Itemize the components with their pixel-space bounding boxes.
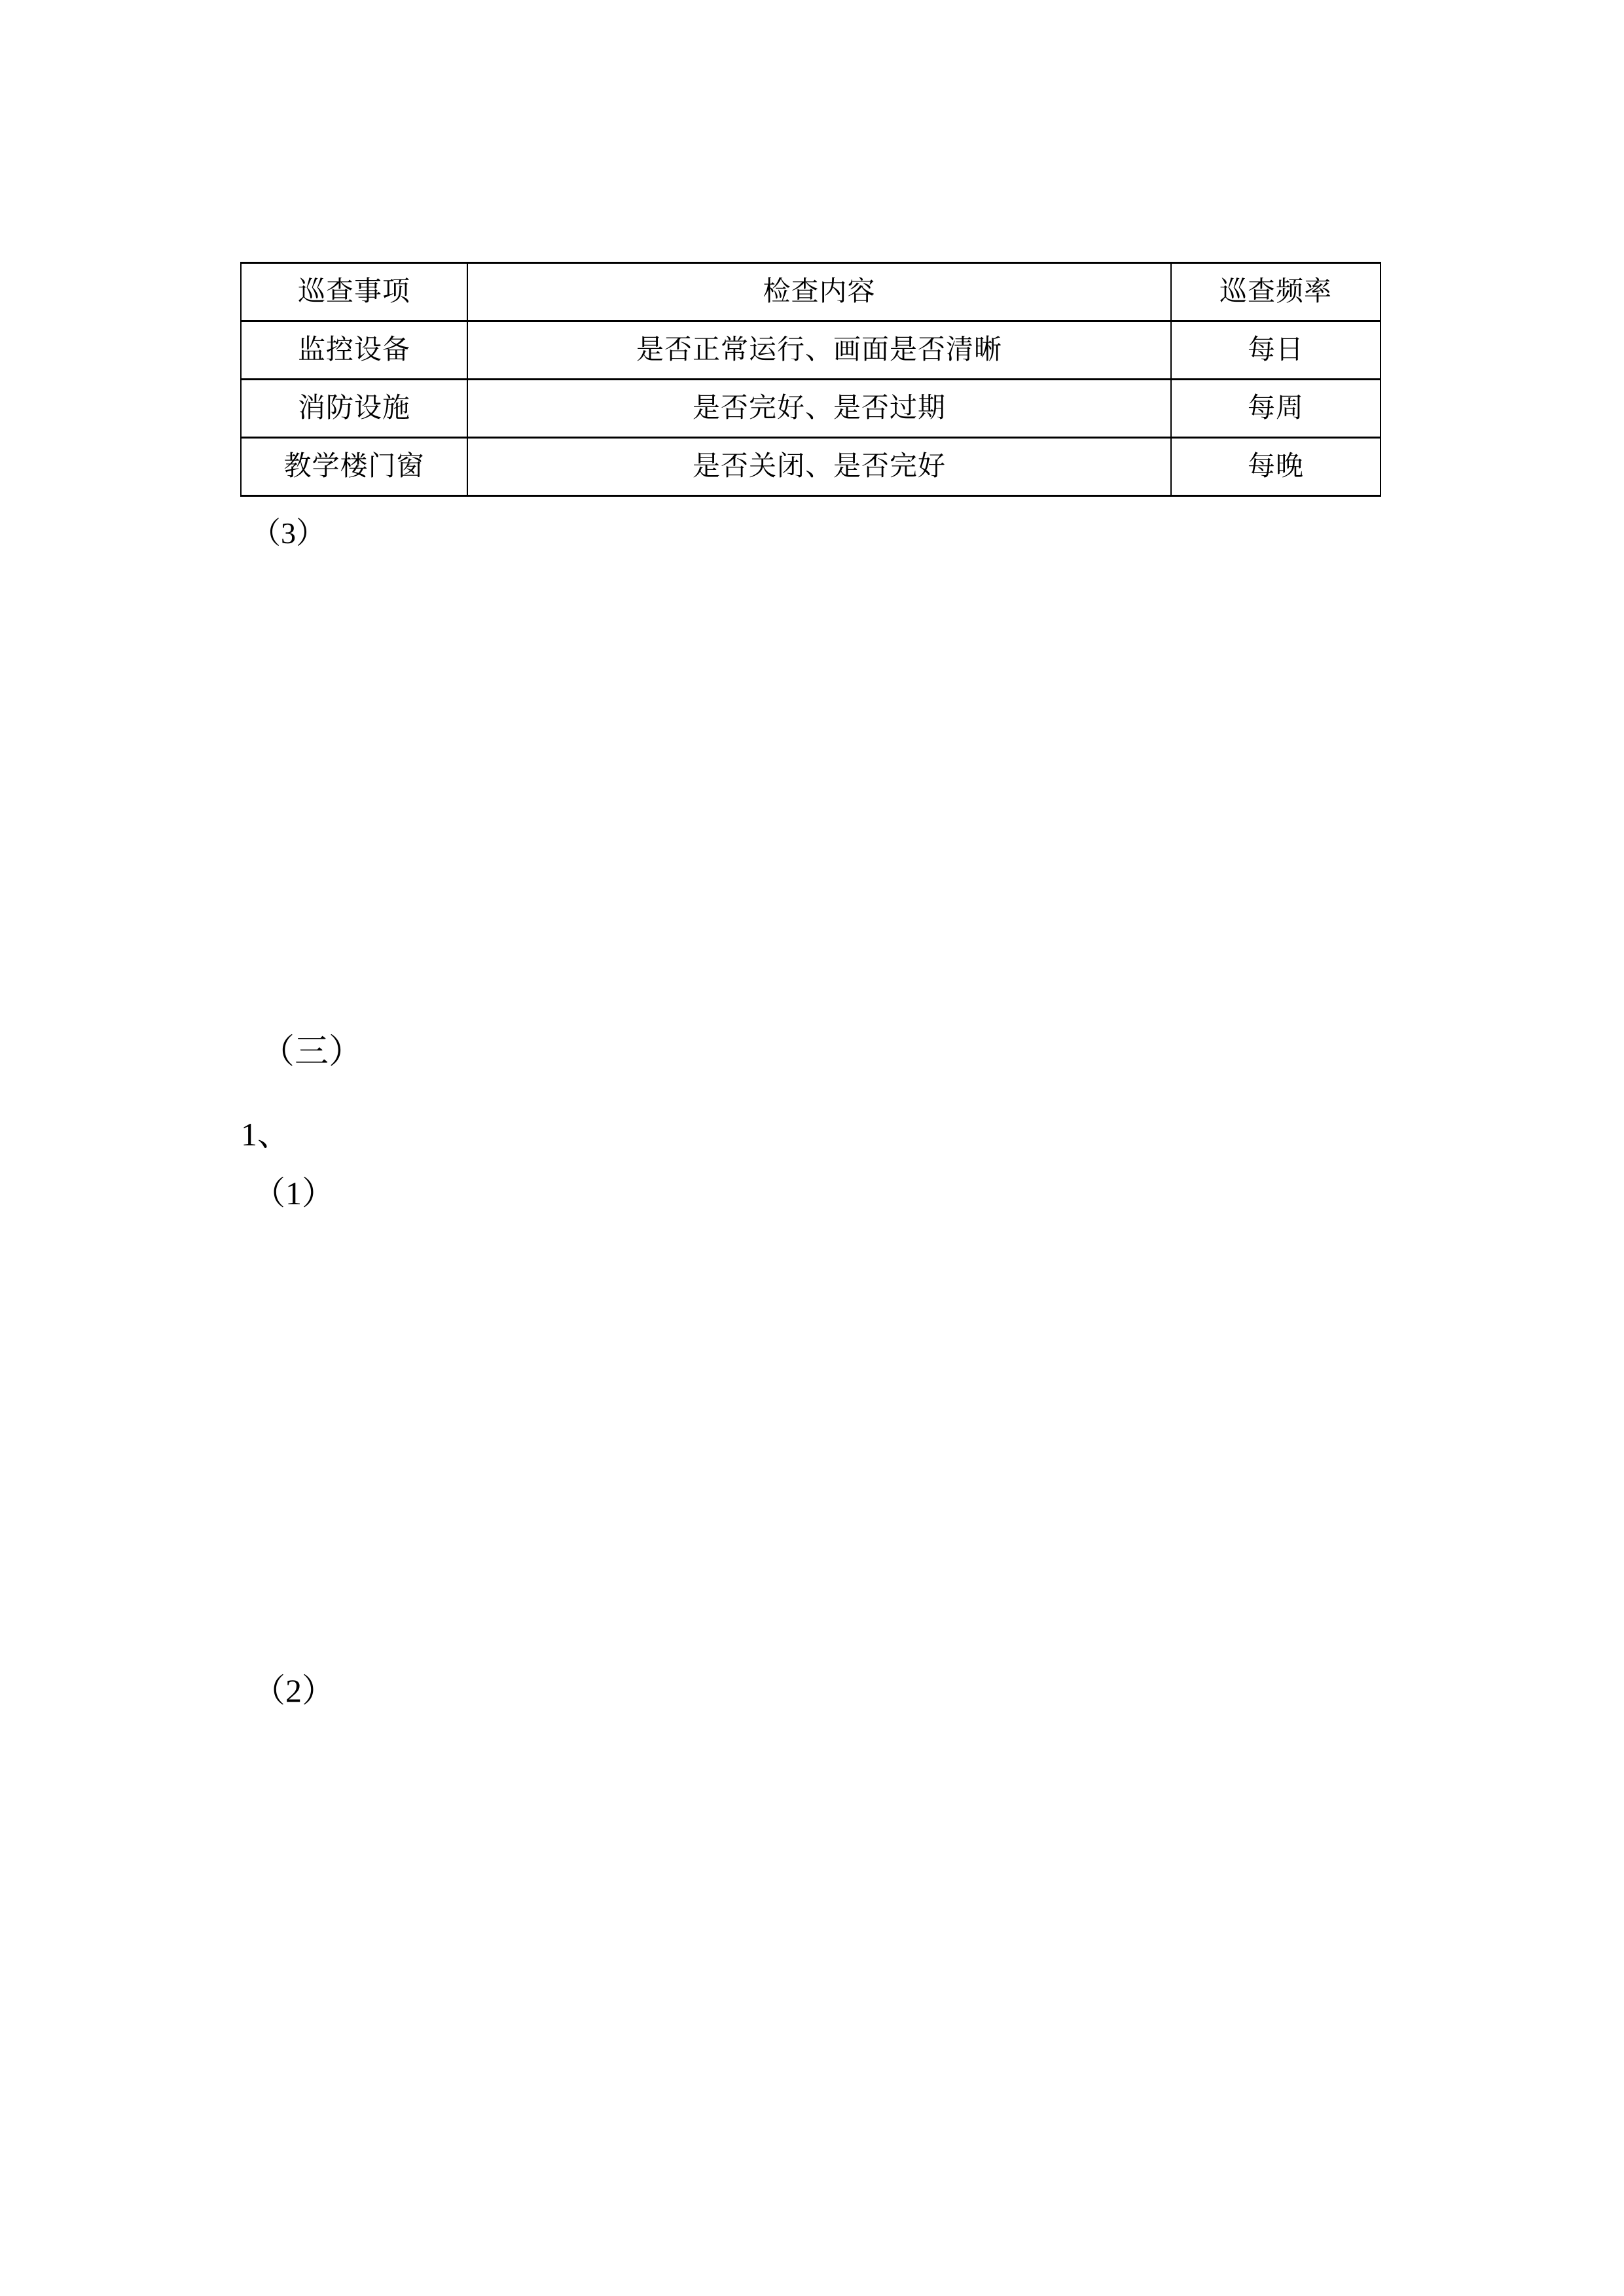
- cell-content: 是否正常运行、画面是否清晰: [467, 321, 1171, 380]
- outline-marker-sub-2: （2）: [253, 1672, 334, 1709]
- cell-item: 教学楼门窗: [241, 438, 467, 496]
- table-header-row: [241, 263, 1380, 321]
- cell-item: 消防设施: [241, 380, 467, 438]
- cell-content: 是否完好、是否过期: [467, 380, 1171, 438]
- cell-content: 是否关闭、是否完好: [467, 438, 1171, 496]
- outline-marker-3: （3）: [251, 516, 326, 550]
- cell-item: 监控设备: [241, 321, 467, 380]
- table-row: [241, 380, 1380, 438]
- table-row: [241, 438, 1380, 496]
- outline-marker-section-three: （三）: [261, 1033, 363, 1071]
- header-cell-content: 检查内容: [467, 263, 1171, 321]
- table-row: [241, 321, 1380, 380]
- patrol-schedule-table: [240, 262, 1381, 497]
- cell-frequency: 每周: [1171, 380, 1380, 438]
- cell-frequency: 每晚: [1171, 438, 1380, 496]
- outline-marker-1: 1、: [241, 1116, 290, 1153]
- outline-marker-sub-1: （1）: [253, 1175, 334, 1211]
- header-cell-frequency: 巡查频率: [1171, 263, 1380, 321]
- cell-frequency: 每日: [1171, 321, 1380, 380]
- header-cell-item: 巡查事项: [241, 263, 467, 321]
